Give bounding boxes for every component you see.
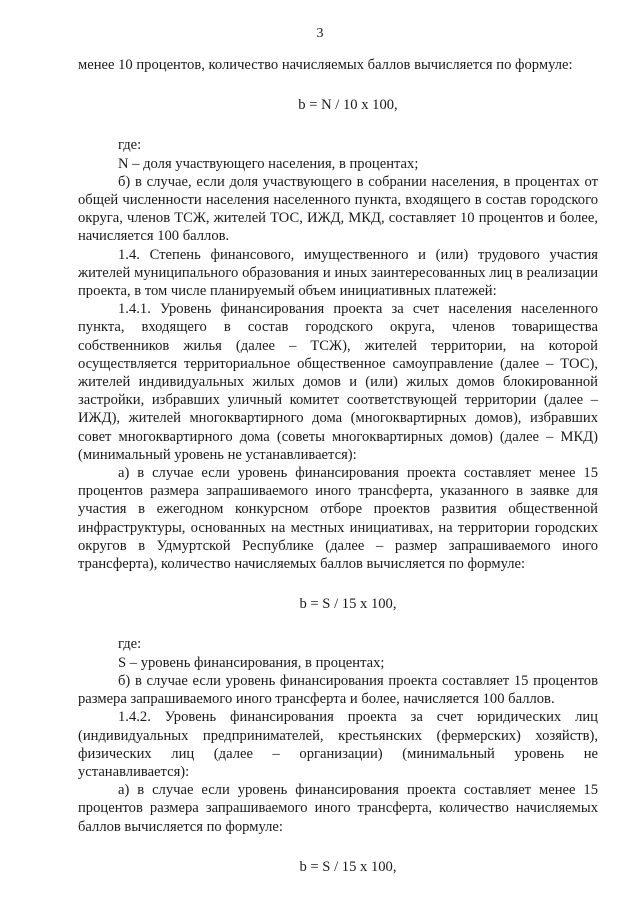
formula-s-2: b = S / 15 x 100,	[299, 858, 397, 875]
definition-s: S – уровень финансирования, в процентах;	[118, 654, 385, 671]
paragraph-b-2: б) в случае если уровень финансирования проекта составляет 15 процентов размера запрашиваемого иного трансферта и более, начисляется 100 баллов.	[78, 672, 598, 708]
paragraph-intro: менее 10 процентов, количество начисляемых баллов вычисляется по формуле:	[78, 57, 573, 73]
paragraph-1-4-2: 1.4.2. Уровень финансирования проекта за счет юридических лиц (индивидуальных предпринимателей, крестьянских (фермерских) хозяйств), физических лиц (далее – организации) (минимальный уровень не устанавливается):	[78, 709, 598, 780]
page-number: 3	[316, 26, 324, 41]
where-label-1: где:	[118, 137, 142, 154]
paragraph-a-2: а) в случае если уровень финансирования проекта составляет менее 15 процентов размера запрашиваемого иного трансферта, количество начисляемых баллов вычисляется по формуле:	[78, 782, 598, 835]
paragraph-a-1: а) в случае если уровень финансирования проекта составляет менее 15 процентов размера запрашиваемого иного трансферта, указанного в заявке для участия в ежегодном конкурсном отборе проектов развития общественной инфраструктуры, основанных на местных инициативах, на территории городских округов в Удмуртской Республике (далее – размер запрашиваемого иного трансферта), количество начисляемых баллов вычисляется по формуле:	[78, 465, 598, 573]
document-body	[78, 50, 598, 876]
paragraph-b-1: б) в случае, если доля участвующего в собрании населения, в процентах от общей численности населения населенного пункта, входящего в состав городского округа, членов ТСЖ, жителей ТОС, ИЖД, МКД, составляет 10 процентов и более, начисляется 100 баллов.	[78, 173, 598, 245]
formula-s-1: b = S / 15 x 100,	[299, 596, 397, 613]
where-label-2: где:	[118, 636, 142, 653]
paragraph-1-4-1: 1.4.1. Уровень финансирования проекта за счет населения населенного пункта, входящего в состав городского округа, членов товарищества собственников жилья (далее – ТСЖ), жителей территории, на которой осуществляется территориальное общественное самоуправление (далее – ТОС), жителей индивидуальных жилых домов и (или) жилых домов блокированной застройки, избравших уличный комитет соответствующей территории (далее – ИЖД), жителей многоквартирного дома (многоквартирных домов), избравших совет многоквартирного дома (советы многоквартирных домов) (далее – МКД) (минимальный уровень не устанавливается):	[78, 301, 598, 463]
formula-n: b = N / 10 x 100,	[298, 97, 398, 114]
definition-n: N – доля участвующего населения, в процентах;	[118, 155, 419, 172]
paragraph-1-4: 1.4. Степень финансового, имущественного и (или) трудового участия жителей муниципального образования и иных заинтересованных лиц в реализации проекта, в том числе планируемый объем инициативных платежей:	[78, 246, 598, 300]
